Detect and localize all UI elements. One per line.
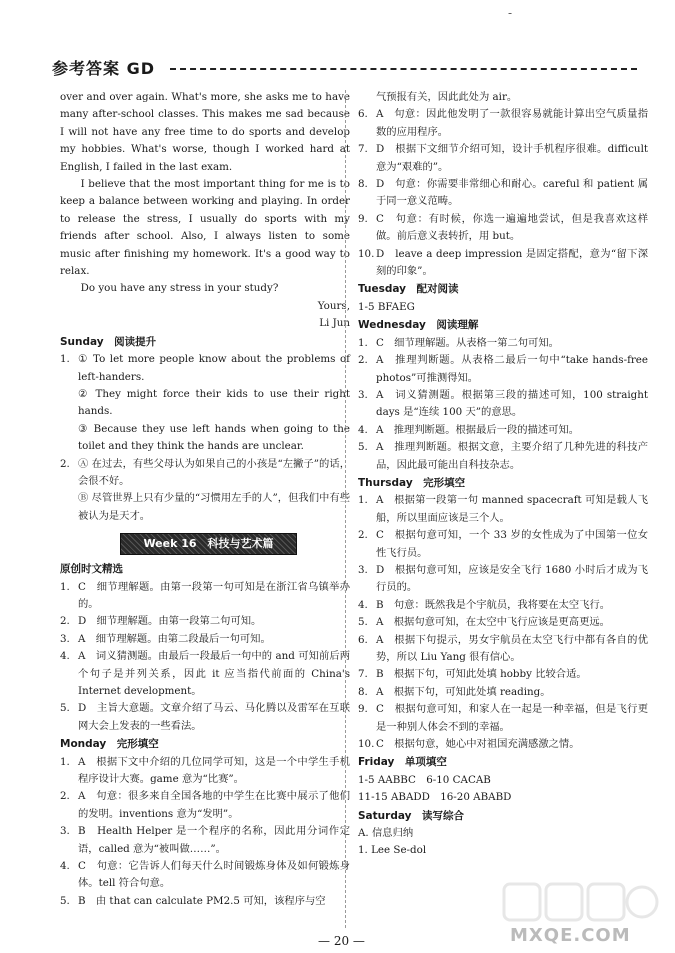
letter-signature: Li Jun [319, 317, 350, 330]
item-text: B 句意：既然我是个宇航员，我将要在太空飞行。 [376, 598, 611, 611]
item-text: C 根据句意可知，和家人在一起是一种幸福，但是飞行更是一种别人体会不到的幸福。 [376, 703, 648, 733]
answer-line: A. 信息归纳 [358, 827, 414, 840]
item-text: D 句意：你需要非常细心和耐心。careful 和 patient 属于同一意义范畴。 [376, 178, 648, 208]
answer-item [60, 858, 350, 893]
answer-item [358, 106, 648, 141]
item-number: 9. [358, 212, 368, 225]
section-title-sunday: Sunday 阅读提升 [60, 335, 157, 348]
answer-item [358, 736, 648, 753]
answer-item [358, 352, 648, 387]
week-banner: Week 16 科技与艺术篇 [120, 533, 297, 555]
answer-line: 1. Lee Se-dol [358, 844, 427, 857]
answer-item [60, 648, 350, 700]
item-number: 1. [60, 580, 70, 593]
item-text: B Health Helper 是一个程序的名称，因此用分词作定语，called 意为“被叫做……”。 [78, 825, 350, 855]
item-text: A 根据下句，可知此处填 reading。 [376, 685, 551, 698]
answer-item [60, 631, 350, 648]
watermark-text: MXQE.COM [510, 925, 631, 946]
item-number: 4. [358, 423, 368, 436]
answer-item [358, 666, 648, 683]
answer-item [358, 176, 648, 211]
item-number: 2. [60, 790, 70, 803]
item-number: 1. [60, 353, 70, 366]
item-text: D 细节理解题。由第一段第二句可知。 [78, 615, 262, 628]
item-number: 5. [60, 702, 70, 715]
section-title-yuanchuang: 原创时文精选 [60, 563, 123, 576]
section-title-friday: Friday 单项填空 [358, 756, 447, 769]
answer-item [358, 335, 648, 352]
item-text: A 细节理解题。由第二段最后一句可知。 [78, 632, 271, 645]
page-header [52, 56, 637, 80]
item-subline: Ⓑ 尽管世界上只有少量的“习惯用左手的人”，但我们中有些被认为是天才。 [78, 492, 350, 522]
header-dashed-rule [170, 68, 637, 70]
letter-sign-off: Yours, [317, 299, 350, 312]
item-number: 3. [60, 825, 70, 838]
answer-item [60, 700, 350, 735]
item-text: C 句意：有时候，你选一遍遍地尝试，但是我喜欢这样做。前后意义表转折，用 but。 [376, 212, 648, 243]
item-text: A 推理判断题。根据文意，主要介绍了几种先进的科技产品，因此最可能出自科技杂志。 [376, 441, 648, 471]
item-number: 5. [358, 616, 368, 629]
item-number: 2. [358, 529, 368, 542]
item-number: 2. [358, 354, 368, 367]
answer-item [358, 439, 648, 474]
answer-item [60, 456, 350, 491]
answer-item [60, 351, 350, 386]
answer-item [358, 701, 648, 736]
letter-paragraph: Do you have any stress in your study? [80, 282, 279, 295]
answer-item [358, 141, 648, 176]
item-text: A 句意：很多来自全国各地的中学生在比赛中展示了他们的发明。inventions 意为“发明”。 [78, 790, 350, 820]
item-text: B 由 that can calculate PM2.5 可知，该程序与空 [78, 894, 326, 907]
answer-item [60, 613, 350, 630]
top-mark: - [508, 6, 513, 20]
item-text: A 根据句意可知，在太空中飞行应该是更高更远。 [376, 616, 610, 629]
item-number: 4. [358, 598, 368, 611]
item-continuation: 气预报有关，因此此处为 air。 [376, 91, 518, 103]
item-subline: ③ Because they use left hands when going to the toilet and they think the hands are unclear. [78, 422, 350, 453]
answer-item [358, 422, 648, 439]
item-number: 2. [60, 457, 70, 470]
answer-item [358, 211, 648, 246]
answer-item [358, 562, 648, 597]
item-number: 6. [358, 633, 368, 646]
item-text: B 根据下句，可知此处填 hobby 比较合适。 [376, 668, 587, 681]
answer-item [358, 684, 648, 701]
item-number: 1. [358, 336, 368, 349]
item-text: D 主旨大意题。文章介绍了马云、马化腾以及雷军在互联网大会上发表的一些看法。 [78, 702, 350, 732]
letter-paragraph: I believe that the most important thing for me is to keep a balance between working and playing. In order to release the stress, I usually do sports with my friends after school. Also, I always listen to some music after finishing my homework. It's a good way to relax. [60, 178, 350, 278]
item-number: 4. [60, 650, 70, 663]
item-number: 2. [60, 615, 70, 628]
answer-item [60, 579, 350, 614]
answer-line: 11-15 ABADD 16-20 ABABD [358, 791, 512, 804]
answer-item [358, 597, 648, 614]
left-column [60, 89, 350, 910]
item-text: Ⓐ 在过去，有些父母认为如果自己的小孩是“左撇子”的话，会很不好。 [78, 457, 350, 487]
item-number: 1. [60, 755, 70, 768]
section-title-monday: Monday 完形填空 [60, 738, 159, 751]
header-title: 参考答案 GD [52, 59, 155, 78]
item-number: 10. [358, 738, 375, 751]
letter-paragraph: over and over again. What's more, she asks me to have many after-school classes. This makes me sad because I will not have any free time to do sports and develop my hobbies. What's worse, though I worked hard at English, I failed in the last exam. [60, 91, 350, 173]
item-number: 5. [60, 894, 70, 907]
item-text: A 根据下句提示，男女宇航员在太空飞行中都有各自的优势，所以 Liu Yang 很有信心。 [376, 633, 648, 663]
page-number: — 20 — [318, 934, 365, 948]
item-text: D 根据下文细节介绍可知，设计手机程序很难。difficult 意为“艰难的”。 [376, 143, 648, 173]
item-text: C 句意：它告诉人们每天什么时间锻炼身体及如何锻炼身体。tell 符合句意。 [78, 860, 350, 890]
answer-item [60, 754, 350, 789]
item-number: 6. [358, 108, 368, 121]
item-subline: ② They might force their kids to use their right hands. [78, 387, 350, 418]
item-text: D 根据句意可知，应该是安全飞行 1680 小时后才成为飞行员的。 [376, 563, 648, 594]
item-text: A 词义猜测题。由最后一段最后一句中的 and 可知前后两个句子是并列关系，因此 it 应当指代前面的 China's Internet development。 [78, 650, 350, 697]
item-text: A 根据第一段第一句 manned spacecraft 可知是载人飞船，所以里面应该是三个人。 [376, 494, 648, 524]
answer-line: 1-5 BFAEG [358, 300, 415, 313]
item-number: 8. [358, 178, 368, 191]
item-text: A 词义猜测题。根据第三段的描述可知，100 straight days 是“连续 100 天”的意思。 [376, 388, 648, 419]
answer-item [60, 823, 350, 858]
answer-item [358, 246, 648, 281]
section-title-saturday: Saturday 读写综合 [358, 809, 464, 822]
answer-item [358, 387, 648, 422]
item-number: 9. [358, 703, 368, 716]
item-text: A 推理判断题。根据最后一段的描述可知。 [376, 423, 580, 436]
item-text: C 根据句意可知，一个 33 岁的女性成为了中国第一位女性飞行员。 [376, 529, 648, 559]
answer-item [358, 527, 648, 562]
item-text: A 根据下文中介绍的几位同学可知，这是一个中学生手机程序设计大赛。game 意为“比赛”。 [78, 755, 350, 786]
item-number: 7. [358, 143, 368, 156]
item-number: 5. [358, 441, 368, 454]
answer-item [60, 788, 350, 823]
item-number: 7. [358, 668, 368, 681]
item-text: A 句意：因此他发明了一款很容易就能计算出空气质量指数的应用程序。 [376, 108, 648, 138]
item-text: A 推理判断题。从表格二最后一句中“take hands-free photos”可推测得知。 [376, 354, 648, 384]
item-number: 3. [358, 388, 368, 401]
right-column [358, 89, 648, 860]
item-text: C 根据句意，她心中对祖国充满感激之情。 [376, 738, 580, 751]
item-number: 8. [358, 685, 368, 698]
column-divider [345, 90, 346, 928]
section-title-thursday: Thursday 完形填空 [358, 476, 466, 489]
answer-item [358, 632, 648, 667]
answer-item [358, 614, 648, 631]
item-number: 4. [60, 860, 70, 873]
item-text: C 细节理解题。从表格一第二句可知。 [376, 336, 559, 349]
item-text: D leave a deep impression 是固定搭配，意为“留下深刻的印象”。 [376, 247, 648, 278]
item-number: 3. [358, 563, 368, 576]
item-number: 1. [358, 494, 368, 507]
answer-item [358, 492, 648, 527]
answer-line: 1-5 AABBC 6-10 CACAB [358, 773, 491, 786]
item-text: ① To let more people know about the problems of left-handers. [78, 353, 350, 383]
item-number: 10. [358, 247, 375, 260]
item-number: 3. [60, 632, 70, 645]
section-title-wednesday: Wednesday 阅读理解 [358, 319, 479, 332]
item-text: C 细节理解题。由第一段第一句可知是在浙江省乌镇举办的。 [78, 580, 350, 610]
answer-item [60, 893, 350, 910]
section-title-tuesday: Tuesday 配对阅读 [358, 283, 459, 296]
